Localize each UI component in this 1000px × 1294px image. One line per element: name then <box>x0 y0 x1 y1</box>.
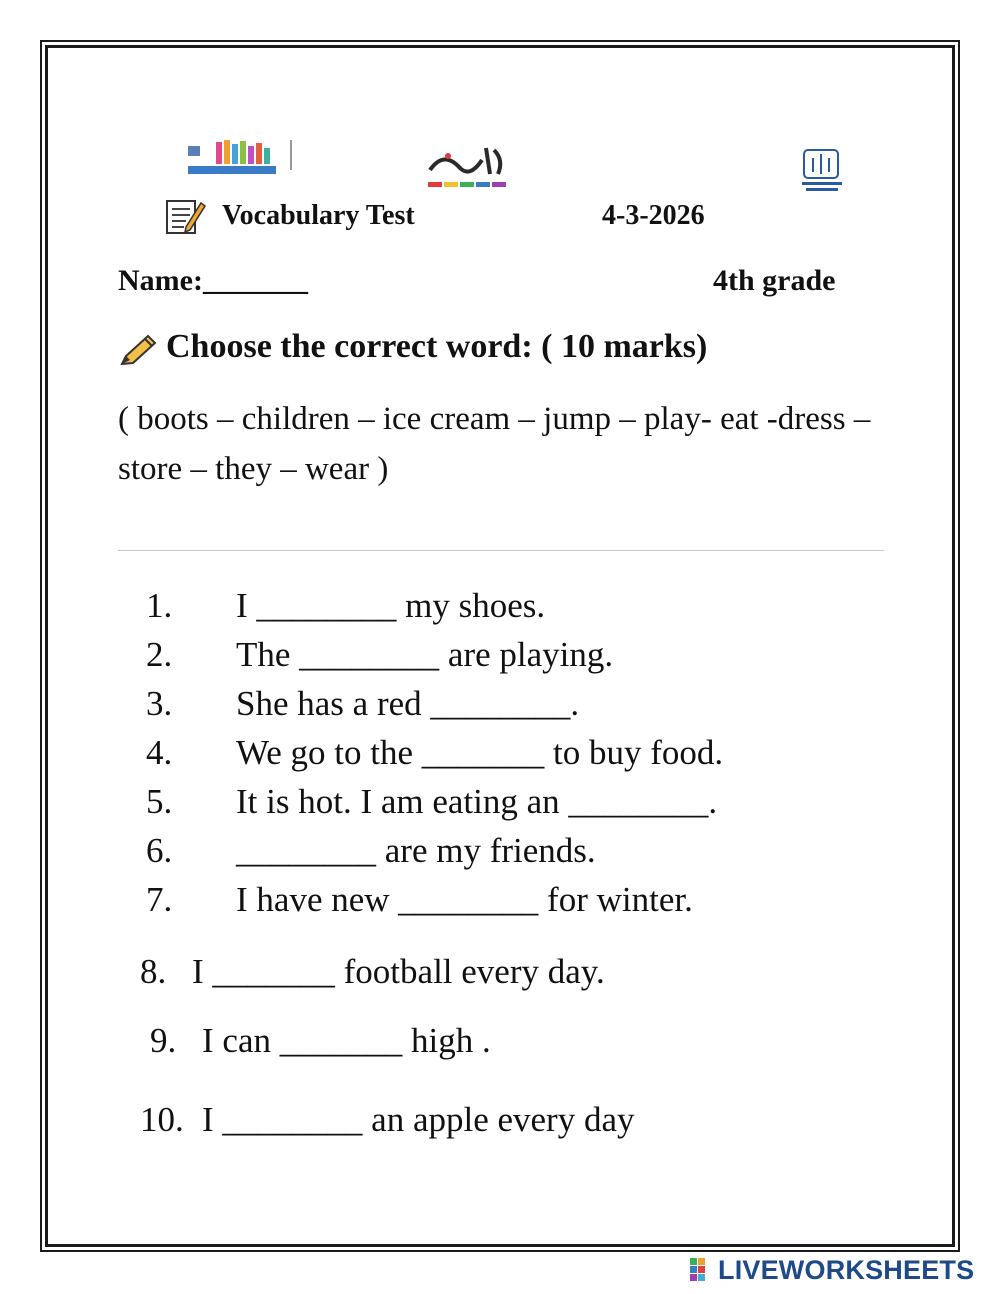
question-2 <box>146 635 866 679</box>
test-title: Vocabulary Test <box>222 200 415 231</box>
question-text[interactable]: I can _______ high . <box>202 1021 491 1060</box>
question-number: 9. <box>150 1021 177 1060</box>
question-number: 5. <box>146 782 173 821</box>
question-text[interactable]: I _______ football every day. <box>192 952 605 991</box>
liveworksheets-logo-icon <box>690 1258 714 1282</box>
question-7 <box>146 880 866 924</box>
pencil-icon <box>118 334 158 368</box>
question-6 <box>146 831 866 875</box>
question-9 <box>150 1021 870 1065</box>
question-number: 7. <box>146 880 173 919</box>
section-divider <box>118 550 884 551</box>
question-text[interactable]: ________ are my friends. <box>236 831 596 870</box>
word-bank: ( boots – children – ice cream – jump – play- eat -dress – store – they – wear ) <box>118 401 871 487</box>
question-4 <box>146 733 866 777</box>
question-8 <box>140 952 860 996</box>
question-10 <box>140 1100 860 1144</box>
question-text[interactable]: She has a red ________. <box>236 684 580 723</box>
question-text[interactable]: I ________ my shoes. <box>236 586 546 625</box>
question-number: 8. <box>140 952 167 991</box>
question-number: 1. <box>146 586 173 625</box>
question-text[interactable]: I have new ________ for winter. <box>236 880 693 919</box>
question-number: 4. <box>146 733 173 772</box>
question-number: 3. <box>146 684 173 723</box>
instruction-text: Choose the correct word: ( 10 marks) <box>166 328 708 365</box>
ibdaa-logo <box>424 140 510 192</box>
question-5 <box>146 782 866 826</box>
question-text[interactable]: We go to the _______ to buy food. <box>236 733 724 772</box>
question-text[interactable]: The ________ are playing. <box>236 635 614 674</box>
question-text[interactable]: I ________ an apple every day <box>202 1100 635 1139</box>
brand-name: LIVEWORKSHEETS <box>718 1254 975 1285</box>
question-1 <box>146 586 866 630</box>
notepad-icon <box>164 197 206 237</box>
question-number: 6. <box>146 831 173 870</box>
school-logo-left <box>186 138 296 188</box>
question-text[interactable]: It is hot. I am eating an ________. <box>236 782 718 821</box>
question-number: 2. <box>146 635 173 674</box>
test-date: 4-3-2026 <box>602 200 705 231</box>
name-field-label: Name:_______ <box>118 264 308 297</box>
ministry-emblem <box>798 148 846 194</box>
grade-label: 4th grade <box>713 264 836 297</box>
question-number: 10. <box>140 1100 184 1139</box>
liveworksheets-brand[interactable] <box>690 1255 974 1285</box>
question-3 <box>146 684 866 728</box>
